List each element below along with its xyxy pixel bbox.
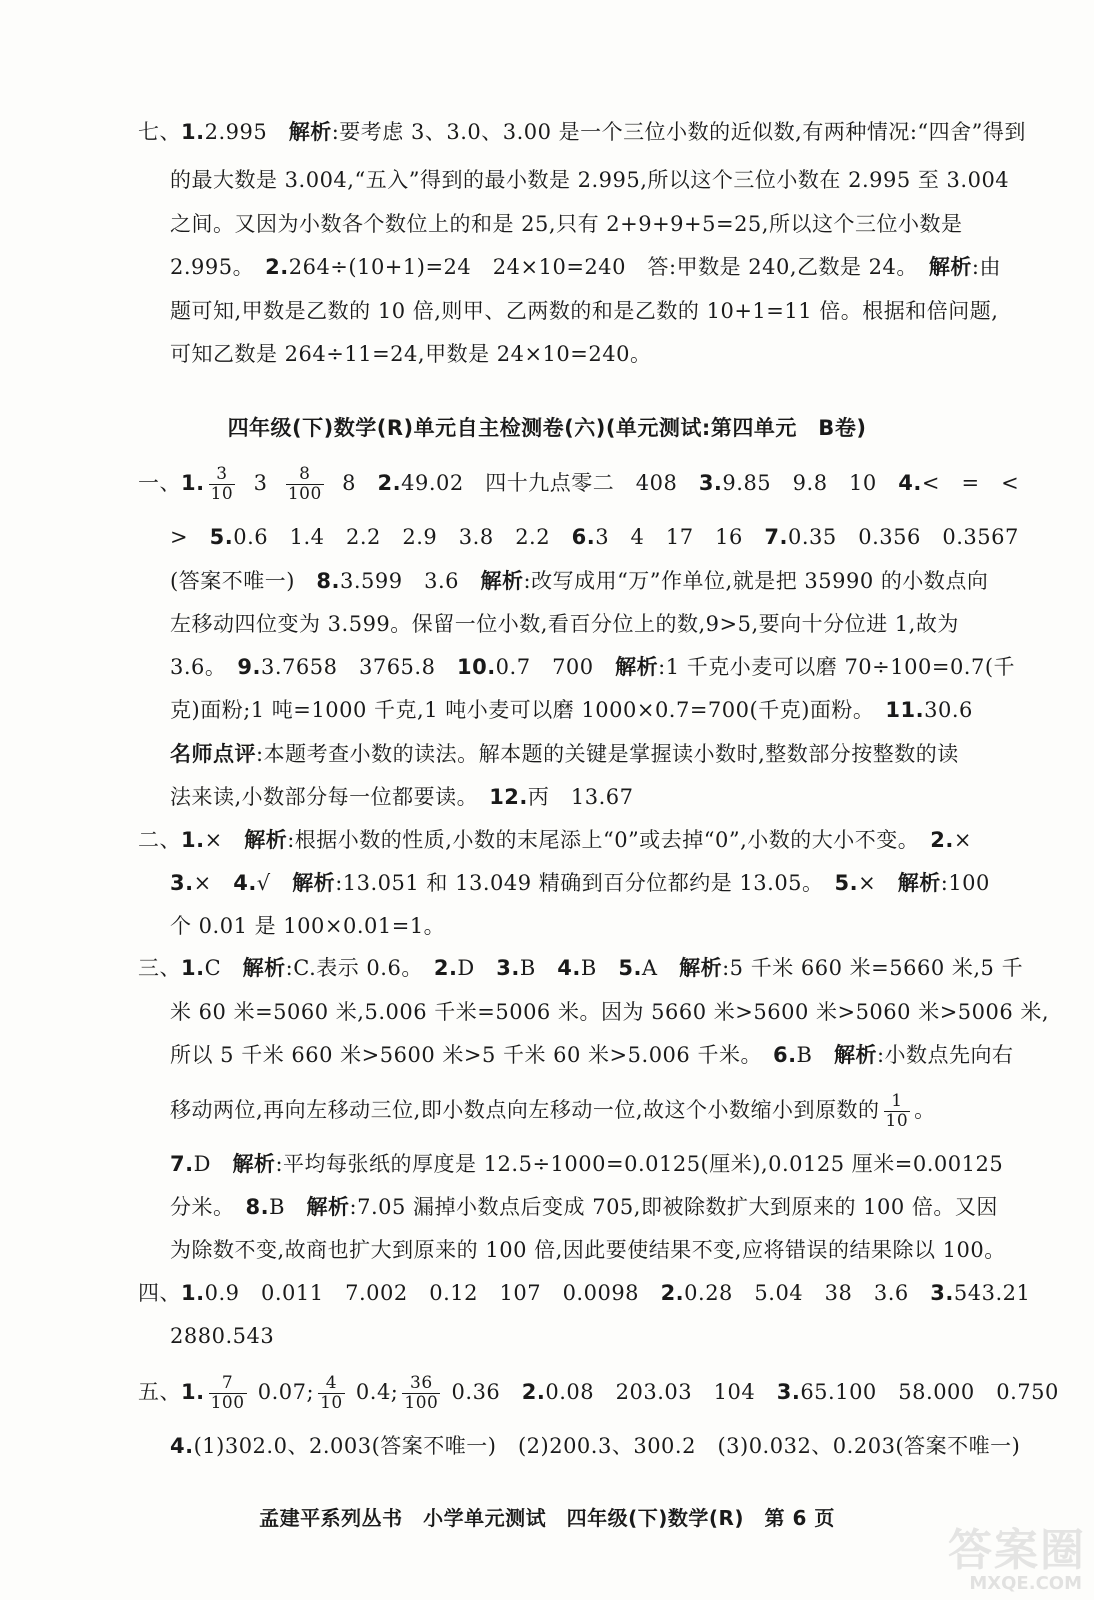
fraction: $\frac{8}{100}$ [287,464,322,504]
analysis-label: 解析 [292,871,336,895]
question-number: 1. [181,120,205,144]
watermark-logo: 答案圈 MXQE.COM [948,1525,1086,1594]
section-number: 七、 [138,120,181,144]
s1-line-3: (答案不唯一) 8.3.599 3.6 解析:改写成用“万”作单位,就是把 35990 的小数点向 [170,569,989,593]
page-title: 四年级(下)数学(R)单元自主检测卷(六)(单元测试:第四单元 B卷) [227,416,867,440]
analysis-label: 解析 [288,120,332,144]
s3-line-1: 三、1.C 解析:C.表示 0.6。 2.D 3.B 4.B 5.A 解析:5 千米 660 米=5660 米,5 千 [138,956,1024,980]
s1-line-6: 克)面粉;1 吨=1000 千克,1 吨小麦可以磨 1000×0.7=700(千克)面粉。 11.30.6 [170,698,973,722]
analysis-label: 解析 [833,1043,877,1067]
analysis-label: 解析 [679,956,723,980]
analysis-label: 解析 [232,1152,276,1176]
section-number: 二、 [138,828,181,852]
s2-line-1: 二、1.× 解析:根据小数的性质,小数的末尾添上“0”或去掉“0”,小数的大小不变。 2.× [138,828,972,852]
s5-line-1: 五、1. $\frac{7}{100}$ 0.07; $\frac{4}{10}$ 0.4; $\frac{36}{100}$ 0.36 2.0.08 203.03 104 3.65.100 58.000 0.750 [138,1373,1059,1413]
fraction: $\frac{1}{10}$ [885,1091,909,1131]
s7-line-3: 之间。又因为小数各个数位上的和是 25,只有 2+9+9+5=25,所以这个三位小数是 [170,212,963,236]
s1-line-4: 左移动四位变为 3.599。保留一位小数,看百分位上的数,9>5,要向十分位进 1,故为 [170,612,959,636]
section-number: 四、 [138,1281,181,1305]
s7-line-5: 题可知,甲数是乙数的 10 倍,则甲、乙两数的和是乙数的 10+1=11 倍。根据和倍问题, [170,299,999,323]
analysis-label: 解析 [897,871,941,895]
section-number: 五、 [138,1380,181,1404]
analysis-label: 解析 [306,1195,350,1219]
s1-line-5: 3.6。 9.3.7658 3765.8 10.0.7 700 解析:1 千克小麦可以磨 70÷100=0.7(千 [170,655,1016,679]
s1-line-7: 名师点评:本题考查小数的读法。解本题的关键是掌握读小数时,整数部分按整数的读 [170,742,959,766]
s7-line-1: 七、1.2.995 解析:要考虑 3、3.0、3.00 是一个三位小数的近似数,有两种情况:“四舍”得到 [138,120,1026,144]
s7-line-2: 的最大数是 3.004,“五入”得到的最小数是 2.995,所以这个三位小数在 2.995 至 3.004 [170,168,1010,192]
fraction: $\frac{7}{100}$ [210,1373,245,1413]
analysis-label: 解析 [244,828,288,852]
fraction: $\frac{3}{10}$ [210,464,234,504]
s3-line-6: 分米。 8.B 解析:7.05 漏掉小数点后变成 705,即被除数扩大到原来的 100 倍。又因 [170,1195,998,1219]
s3-line-2: 米 60 米=5060 米,5.006 千米=5006 米。因为 5660 米>5600 米>5060 米>5006 米, [170,1000,1050,1024]
page-footer: 孟建平系列丛书 小学单元测试 四年级(下)数学(R) 第 6 页 [259,1506,835,1530]
s1-line-8: 法来读,小数部分每一位都要读。 12.丙 13.67 [170,785,634,809]
s5-line-2: 4.(1)302.0、2.003(答案不唯一) (2)200.3、300.2 (3)0.032、0.203(答案不唯一) [170,1434,1021,1458]
fraction: $\frac{4}{10}$ [320,1373,343,1413]
s1-line-2: > 5.0.6 1.4 2.2 2.9 3.8 2.2 6.3 4 17 16 7.0.35 0.356 0.3567 [170,525,1019,549]
s1-line-1: 一、1. $\frac{3}{10}$ 3 $\frac{8}{100}$ 8 2.49.02 四十九点零二 408 3.9.85 9.8 10 4.< = < [138,464,1020,504]
fraction: $\frac{36}{100}$ [404,1373,439,1413]
s7-line-4: 2.995。 2.264÷(10+1)=24 24×10=240 答:甲数是 240,乙数是 24。 解析:由 [170,255,1001,279]
s3-line-3: 所以 5 千米 660 米>5600 米>5 千米 60 米>5.006 千米。 6.B 解析:小数点先向右 [170,1043,1014,1067]
section-number: 一、 [138,471,181,495]
analysis-label: 解析 [615,655,659,679]
s3-line-7: 为除数不变,故商也扩大到原来的 100 倍,因此要使结果不变,应将错误的结果除以 100。 [170,1238,1006,1262]
s3-line-4: 移动两位,再向左移动三位,即小数点向左移动一位,故这个小数缩小到原数的 $\frac{1}{10}$ 。 [170,1091,936,1131]
s4-line-1: 四、1.0.9 0.011 7.002 0.12 107 0.0098 2.0.28 5.04 38 3.6 3.543.21 [138,1281,1031,1305]
s2-line-2: 3.× 4.√ 解析:13.051 和 13.049 精确到百分位都约是 13.05。 5.× 解析:100 [170,871,990,895]
analysis-label: 解析 [928,255,972,279]
analysis-label: 解析 [480,569,524,593]
question-number: 2. [265,255,289,279]
s7-line-6: 可知乙数是 264÷11=24,甲数是 24×10=240。 [170,342,652,366]
s2-line-3: 个 0.01 是 100×0.01=1。 [170,914,446,938]
section-number: 三、 [138,956,181,980]
s3-line-5: 7.D 解析:平均每张纸的厚度是 12.5÷1000=0.0125(厘米),0.0125 厘米=0.00125 [170,1152,1004,1176]
teacher-comment-label: 名师点评 [170,742,256,766]
s4-line-2: 2880.543 [170,1324,275,1348]
analysis-label: 解析 [242,956,286,980]
